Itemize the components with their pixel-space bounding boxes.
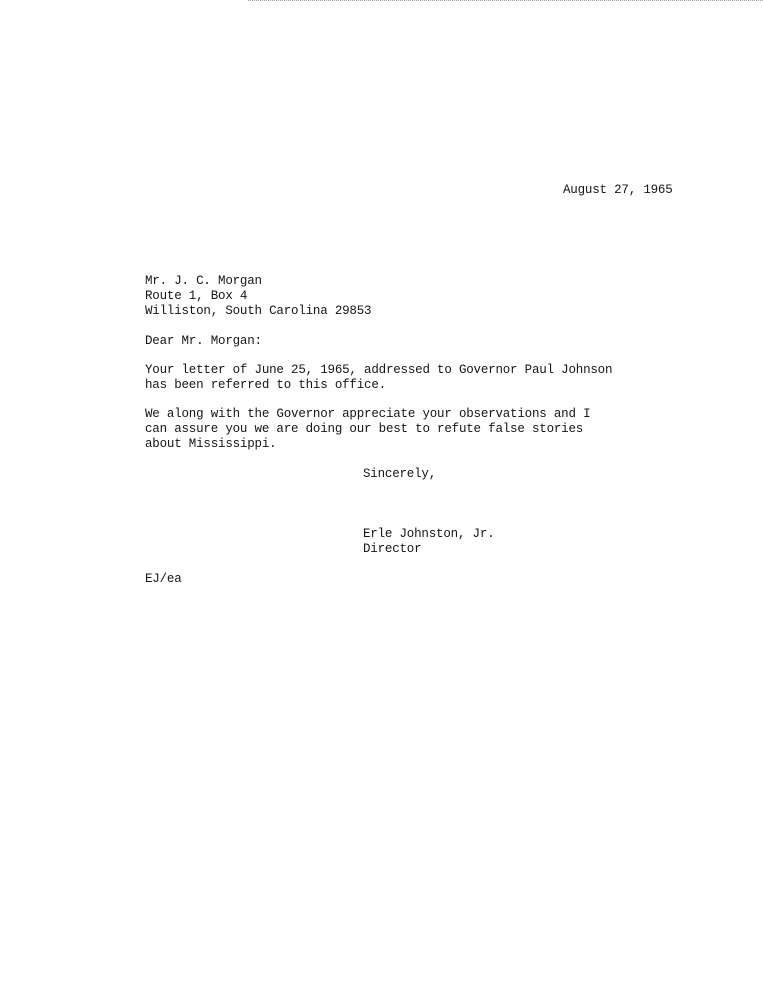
paragraph-line: about Mississippi. xyxy=(145,437,277,451)
paragraph-line: can assure you we are doing our best to refute false stories xyxy=(145,422,584,436)
reference-initials: EJ/ea xyxy=(145,572,182,586)
paragraph-line: has been referred to this office. xyxy=(145,378,386,392)
paragraph-line: We along with the Governor appreciate your observations and I xyxy=(145,407,591,421)
recipient-city: Williston, South Carolina 29853 xyxy=(145,304,372,318)
complimentary-closing: Sincerely, xyxy=(363,467,437,481)
recipient-name: Mr. J. C. Morgan xyxy=(145,274,262,288)
letter-date: August 27, 1965 xyxy=(563,183,673,197)
signer-name: Erle Johnston, Jr. xyxy=(363,527,495,541)
signer-title: Director xyxy=(363,542,422,556)
recipient-street: Route 1, Box 4 xyxy=(145,289,248,303)
top-edge-dotted-line xyxy=(248,0,763,1)
salutation: Dear Mr. Morgan: xyxy=(145,334,262,348)
paragraph-line: Your letter of June 25, 1965, addressed to Governor Paul Johnson xyxy=(145,363,613,377)
